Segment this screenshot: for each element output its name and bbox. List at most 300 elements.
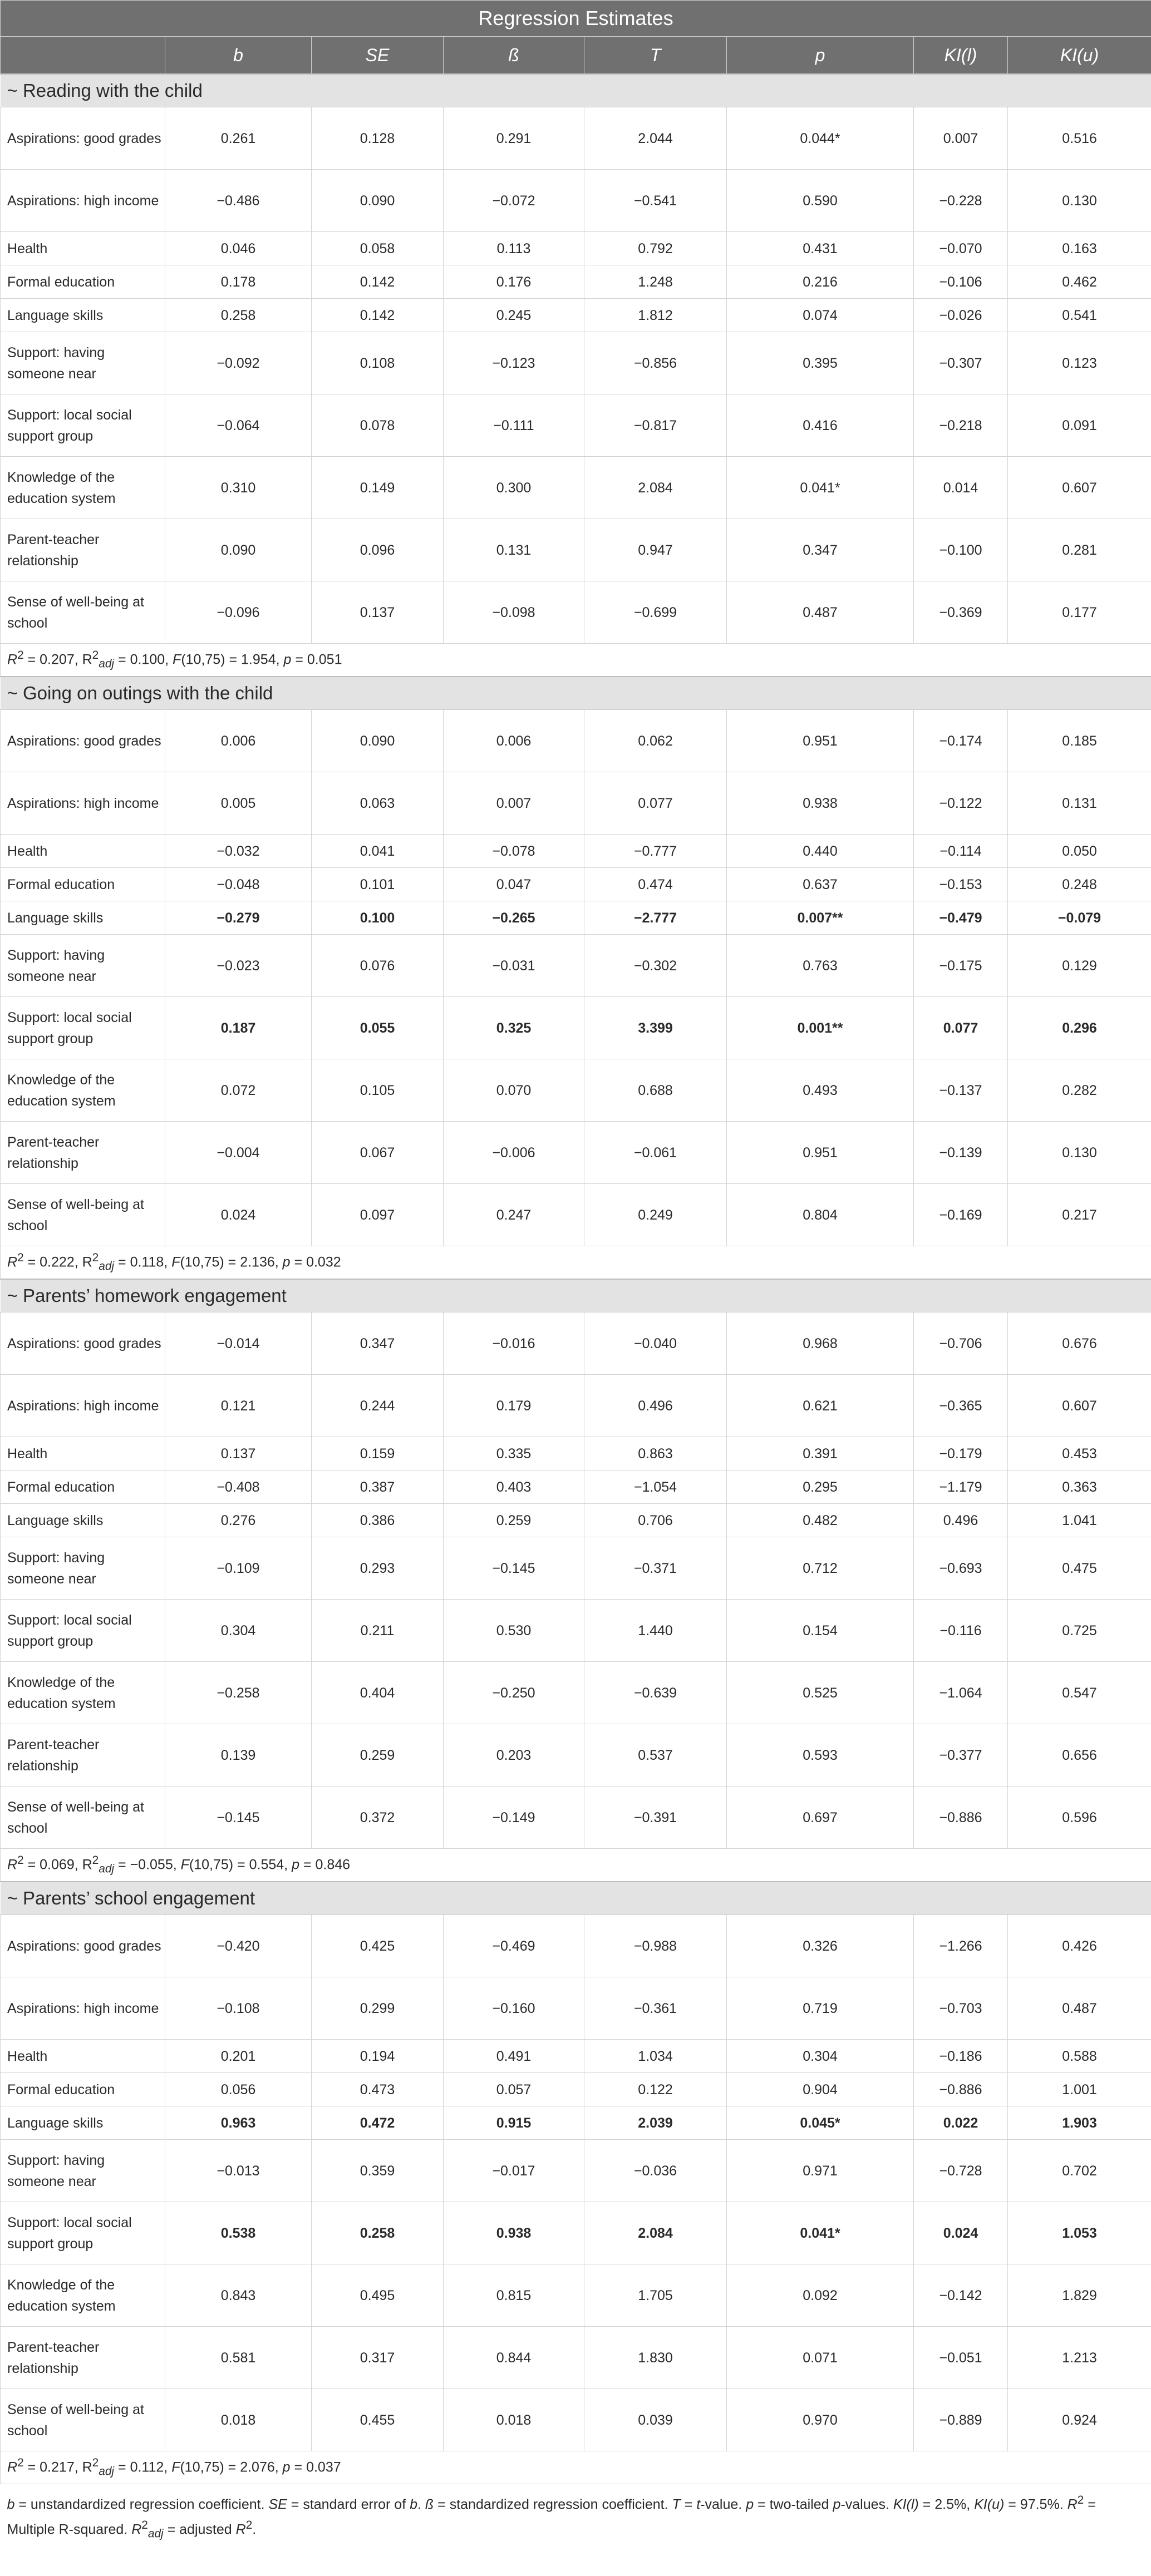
cell-b: −0.013	[165, 2140, 312, 2202]
cell-ki-lower: −0.139	[914, 1122, 1008, 1184]
cell-b: 0.006	[165, 710, 312, 772]
cell-se: 0.142	[312, 299, 444, 332]
cell-ki-lower: −0.186	[914, 2040, 1008, 2073]
table-row	[1, 170, 1151, 232]
cell-b: −0.023	[165, 935, 312, 997]
cell-b: −0.486	[165, 170, 312, 232]
row-label: Parent-teacher relationship	[1, 1724, 165, 1787]
cell-se: 0.090	[312, 170, 444, 232]
cell-beta: −0.098	[444, 581, 584, 644]
cell-p: 0.593	[727, 1724, 914, 1787]
table-title-row	[1, 1, 1151, 37]
cell-b: −0.064	[165, 394, 312, 457]
cell-beta: 0.335	[444, 1437, 584, 1470]
table-row	[1, 394, 1151, 457]
table-row	[1, 772, 1151, 835]
table-row	[1, 1787, 1151, 1849]
cell-ki-lower: −0.026	[914, 299, 1008, 332]
cell-b: −0.109	[165, 1537, 312, 1600]
table-body	[1, 74, 1151, 2484]
cell-ki-lower: −0.051	[914, 2327, 1008, 2389]
cell-p: 0.487	[727, 581, 914, 644]
cell-p: 0.763	[727, 935, 914, 997]
cell-se: 0.101	[312, 868, 444, 901]
cell-b: 0.005	[165, 772, 312, 835]
cell-beta: 0.245	[444, 299, 584, 332]
cell-ki-lower: −0.218	[914, 394, 1008, 457]
table-row	[1, 1470, 1151, 1504]
row-label: Health	[1, 232, 165, 265]
row-label: Aspirations: good grades	[1, 1312, 165, 1375]
cell-t: −0.541	[584, 170, 727, 232]
cell-beta: 0.179	[444, 1375, 584, 1437]
cell-p: 0.431	[727, 232, 914, 265]
cell-ki-upper: 1.041	[1008, 1504, 1151, 1537]
row-label: Health	[1, 1437, 165, 1470]
cell-p: 0.007**	[727, 901, 914, 935]
cell-se: 0.100	[312, 901, 444, 935]
cell-beta: 0.815	[444, 2264, 584, 2327]
cell-beta: 0.291	[444, 107, 584, 170]
cell-ki-upper: 0.091	[1008, 394, 1151, 457]
table-row	[1, 581, 1151, 644]
cell-ki-lower: −0.153	[914, 868, 1008, 901]
cell-ki-lower: −0.174	[914, 710, 1008, 772]
cell-p: 0.295	[727, 1470, 914, 1504]
cell-p: 0.804	[727, 1184, 914, 1246]
table-title: Regression Estimates	[1, 1, 1151, 37]
column-header-b: b	[165, 37, 312, 75]
table-row	[1, 1600, 1151, 1662]
cell-t: 1.812	[584, 299, 727, 332]
model-fit-row	[1, 1246, 1151, 1280]
column-header-blank	[1, 37, 165, 75]
cell-ki-upper: 1.001	[1008, 2073, 1151, 2106]
cell-ki-upper: 0.588	[1008, 2040, 1151, 2073]
cell-ki-upper: 0.462	[1008, 265, 1151, 299]
cell-b: 0.310	[165, 457, 312, 519]
table-row	[1, 710, 1151, 772]
model-fit-row	[1, 644, 1151, 677]
row-label: Support: local social support group	[1, 1600, 165, 1662]
cell-t: −1.054	[584, 1470, 727, 1504]
row-label: Knowledge of the education system	[1, 1662, 165, 1724]
cell-se: 0.211	[312, 1600, 444, 1662]
row-label: Knowledge of the education system	[1, 2264, 165, 2327]
row-label: Parent-teacher relationship	[1, 2327, 165, 2389]
cell-beta: −0.265	[444, 901, 584, 935]
cell-beta: −0.149	[444, 1787, 584, 1849]
cell-t: −0.817	[584, 394, 727, 457]
cell-b: 0.258	[165, 299, 312, 332]
row-label: Aspirations: high income	[1, 1977, 165, 2040]
cell-ki-lower: −0.728	[914, 2140, 1008, 2202]
cell-b: −0.004	[165, 1122, 312, 1184]
cell-ki-upper: 0.541	[1008, 299, 1151, 332]
cell-beta: 0.259	[444, 1504, 584, 1537]
footnote-row	[1, 2484, 1151, 2550]
cell-ki-lower: −0.114	[914, 835, 1008, 868]
cell-se: 0.472	[312, 2106, 444, 2140]
cell-se: 0.159	[312, 1437, 444, 1470]
row-label: Sense of well-being at school	[1, 1184, 165, 1246]
cell-t: 0.537	[584, 1724, 727, 1787]
column-header-row	[1, 37, 1151, 75]
cell-se: 0.055	[312, 997, 444, 1059]
row-label: Support: having someone near	[1, 935, 165, 997]
cell-p: 0.697	[727, 1787, 914, 1849]
cell-t: −0.856	[584, 332, 727, 394]
table-row	[1, 1915, 1151, 1977]
cell-se: 0.097	[312, 1184, 444, 1246]
cell-b: 0.963	[165, 2106, 312, 2140]
cell-beta: 0.047	[444, 868, 584, 901]
cell-ki-upper: 0.453	[1008, 1437, 1151, 1470]
cell-se: 0.293	[312, 1537, 444, 1600]
cell-b: 0.276	[165, 1504, 312, 1537]
cell-se: 0.041	[312, 835, 444, 868]
cell-ki-lower: 0.007	[914, 107, 1008, 170]
cell-p: 0.719	[727, 1977, 914, 2040]
cell-ki-lower: −0.307	[914, 332, 1008, 394]
row-label: Language skills	[1, 2106, 165, 2140]
cell-p: 0.525	[727, 1662, 914, 1724]
cell-ki-upper: 0.177	[1008, 581, 1151, 644]
table-row	[1, 1437, 1151, 1470]
table-footnote: b = unstandardized regression coefficient. SE = standard error of b. ß = standardized regression coefficient. T = t-value. p = two-tailed p-values. KI(l) = 2.5%, KI(u) = 97.5%. $R^2$ = Multiple R-squared. $R^2_{adj}$ = adjusted $R^2$.	[1, 2484, 1151, 2550]
cell-ki-lower: −0.179	[914, 1437, 1008, 1470]
cell-beta: −0.078	[444, 835, 584, 868]
cell-b: −0.420	[165, 1915, 312, 1977]
cell-beta: −0.017	[444, 2140, 584, 2202]
cell-se: 0.149	[312, 457, 444, 519]
cell-beta: −0.145	[444, 1537, 584, 1600]
section-header-row	[1, 1279, 1151, 1312]
column-header-ki-upper: KI(u)	[1008, 37, 1151, 75]
cell-b: −0.096	[165, 581, 312, 644]
cell-t: 0.039	[584, 2389, 727, 2451]
cell-b: 0.121	[165, 1375, 312, 1437]
cell-t: 2.039	[584, 2106, 727, 2140]
row-label: Formal education	[1, 868, 165, 901]
cell-t: 1.705	[584, 2264, 727, 2327]
cell-b: 0.201	[165, 2040, 312, 2073]
table-row	[1, 1504, 1151, 1537]
cell-ki-upper: 0.475	[1008, 1537, 1151, 1600]
cell-ki-upper: 0.596	[1008, 1787, 1151, 1849]
cell-ki-upper: 0.656	[1008, 1724, 1151, 1787]
cell-ki-lower: −0.365	[914, 1375, 1008, 1437]
cell-se: 0.473	[312, 2073, 444, 2106]
cell-t: 0.496	[584, 1375, 727, 1437]
cell-beta: 0.938	[444, 2202, 584, 2264]
cell-t: −0.361	[584, 1977, 727, 2040]
cell-t: −2.777	[584, 901, 727, 935]
cell-p: 0.938	[727, 772, 914, 835]
cell-se: 0.194	[312, 2040, 444, 2073]
cell-beta: −0.160	[444, 1977, 584, 2040]
table-row	[1, 232, 1151, 265]
cell-ki-upper: 0.676	[1008, 1312, 1151, 1375]
cell-se: 0.067	[312, 1122, 444, 1184]
cell-ki-lower: −0.175	[914, 935, 1008, 997]
section-title: ~ Going on outings with the child	[1, 677, 1151, 710]
cell-beta: 0.247	[444, 1184, 584, 1246]
table-row	[1, 1977, 1151, 2040]
cell-b: 0.056	[165, 2073, 312, 2106]
cell-b: −0.279	[165, 901, 312, 935]
cell-se: 0.108	[312, 332, 444, 394]
cell-ki-upper: 0.924	[1008, 2389, 1151, 2451]
row-label: Support: having someone near	[1, 2140, 165, 2202]
row-label: Language skills	[1, 1504, 165, 1537]
cell-b: −0.408	[165, 1470, 312, 1504]
cell-se: 0.076	[312, 935, 444, 997]
row-label: Language skills	[1, 299, 165, 332]
table-row	[1, 1312, 1151, 1375]
cell-ki-upper: 0.296	[1008, 997, 1151, 1059]
cell-ki-upper: 1.829	[1008, 2264, 1151, 2327]
cell-b: −0.092	[165, 332, 312, 394]
cell-p: 0.044*	[727, 107, 914, 170]
table-row	[1, 1724, 1151, 1787]
table-row	[1, 1122, 1151, 1184]
cell-se: 0.404	[312, 1662, 444, 1724]
cell-beta: −0.111	[444, 394, 584, 457]
cell-ki-lower: −0.116	[914, 1600, 1008, 1662]
cell-ki-upper: 0.130	[1008, 1122, 1151, 1184]
cell-b: −0.258	[165, 1662, 312, 1724]
cell-beta: 0.203	[444, 1724, 584, 1787]
cell-b: 0.139	[165, 1724, 312, 1787]
cell-ki-upper: 0.702	[1008, 2140, 1151, 2202]
cell-ki-lower: −0.122	[914, 772, 1008, 835]
cell-ki-lower: −0.703	[914, 1977, 1008, 2040]
cell-t: 1.440	[584, 1600, 727, 1662]
row-label: Parent-teacher relationship	[1, 519, 165, 581]
cell-p: 0.637	[727, 868, 914, 901]
cell-p: 0.041*	[727, 457, 914, 519]
cell-se: 0.063	[312, 772, 444, 835]
cell-ki-lower: −0.479	[914, 901, 1008, 935]
cell-t: 0.249	[584, 1184, 727, 1246]
cell-se: 0.142	[312, 265, 444, 299]
table-row	[1, 2202, 1151, 2264]
cell-t: 1.034	[584, 2040, 727, 2073]
row-label: Sense of well-being at school	[1, 1787, 165, 1849]
cell-t: 0.792	[584, 232, 727, 265]
cell-beta: 0.530	[444, 1600, 584, 1662]
cell-ki-upper: 0.129	[1008, 935, 1151, 997]
cell-beta: −0.250	[444, 1662, 584, 1724]
cell-beta: 0.491	[444, 2040, 584, 2073]
cell-se: 0.425	[312, 1915, 444, 1977]
table-row	[1, 2040, 1151, 2073]
cell-p: 0.904	[727, 2073, 914, 2106]
table-row	[1, 2327, 1151, 2389]
table-row	[1, 2140, 1151, 2202]
column-header-beta: ß	[444, 37, 584, 75]
cell-ki-lower: −0.886	[914, 2073, 1008, 2106]
cell-ki-upper: 0.516	[1008, 107, 1151, 170]
cell-p: 0.045*	[727, 2106, 914, 2140]
cell-beta: −0.123	[444, 332, 584, 394]
cell-t: 1.830	[584, 2327, 727, 2389]
cell-p: 0.391	[727, 1437, 914, 1470]
cell-ki-lower: −0.169	[914, 1184, 1008, 1246]
cell-t: 0.062	[584, 710, 727, 772]
section-header-row	[1, 74, 1151, 107]
table-row	[1, 997, 1151, 1059]
cell-ki-upper: 0.426	[1008, 1915, 1151, 1977]
cell-p: 0.041*	[727, 2202, 914, 2264]
cell-p: 0.970	[727, 2389, 914, 2451]
cell-p: 0.590	[727, 170, 914, 232]
cell-t: 0.863	[584, 1437, 727, 1470]
cell-b: −0.048	[165, 868, 312, 901]
cell-p: 0.951	[727, 710, 914, 772]
cell-se: 0.359	[312, 2140, 444, 2202]
section-title: ~ Parents’ school engagement	[1, 1882, 1151, 1915]
cell-b: −0.108	[165, 1977, 312, 2040]
cell-ki-upper: 0.050	[1008, 835, 1151, 868]
cell-ki-lower: −1.266	[914, 1915, 1008, 1977]
cell-se: 0.387	[312, 1470, 444, 1504]
cell-b: 0.261	[165, 107, 312, 170]
cell-ki-upper: 0.487	[1008, 1977, 1151, 2040]
cell-ki-lower: 0.496	[914, 1504, 1008, 1537]
row-label: Health	[1, 835, 165, 868]
table-row	[1, 1375, 1151, 1437]
cell-se: 0.455	[312, 2389, 444, 2451]
model-fit-stats: $R^2 = 0.069$, $R^2_{adj} = -0.055$, F(10,75) = 0.554, p = 0.846	[1, 1849, 1151, 1882]
cell-b: 0.187	[165, 997, 312, 1059]
cell-p: 0.154	[727, 1600, 914, 1662]
cell-t: 2.084	[584, 2202, 727, 2264]
row-label: Language skills	[1, 901, 165, 935]
cell-se: 0.096	[312, 519, 444, 581]
row-label: Parent-teacher relationship	[1, 1122, 165, 1184]
cell-ki-lower: 0.024	[914, 2202, 1008, 2264]
table-row	[1, 1059, 1151, 1122]
row-label: Sense of well-being at school	[1, 581, 165, 644]
cell-ki-lower: −0.070	[914, 232, 1008, 265]
cell-b: −0.014	[165, 1312, 312, 1375]
cell-b: 0.046	[165, 232, 312, 265]
cell-beta: 0.113	[444, 232, 584, 265]
cell-ki-upper: 0.607	[1008, 1375, 1151, 1437]
column-header-ki-lower: KI(l)	[914, 37, 1008, 75]
cell-ki-lower: −0.889	[914, 2389, 1008, 2451]
cell-ki-upper: 0.131	[1008, 772, 1151, 835]
cell-p: 0.001**	[727, 997, 914, 1059]
cell-se: 0.259	[312, 1724, 444, 1787]
cell-beta: 0.131	[444, 519, 584, 581]
cell-se: 0.105	[312, 1059, 444, 1122]
cell-se: 0.128	[312, 107, 444, 170]
cell-b: 0.843	[165, 2264, 312, 2327]
cell-p: 0.326	[727, 1915, 914, 1977]
cell-t: 0.077	[584, 772, 727, 835]
cell-beta: −0.016	[444, 1312, 584, 1375]
row-label: Support: local social support group	[1, 997, 165, 1059]
cell-ki-lower: 0.022	[914, 2106, 1008, 2140]
cell-ki-lower: −0.886	[914, 1787, 1008, 1849]
section-title: ~ Parents’ homework engagement	[1, 1279, 1151, 1312]
table-row	[1, 299, 1151, 332]
cell-ki-lower: −1.179	[914, 1470, 1008, 1504]
cell-t: −0.988	[584, 1915, 727, 1977]
cell-beta: 0.844	[444, 2327, 584, 2389]
column-header-se: SE	[312, 37, 444, 75]
cell-b: 0.024	[165, 1184, 312, 1246]
row-label: Aspirations: high income	[1, 1375, 165, 1437]
cell-se: 0.347	[312, 1312, 444, 1375]
cell-p: 0.493	[727, 1059, 914, 1122]
cell-t: 2.084	[584, 457, 727, 519]
cell-ki-lower: −0.106	[914, 265, 1008, 299]
cell-t: −0.391	[584, 1787, 727, 1849]
cell-se: 0.137	[312, 581, 444, 644]
cell-se: 0.090	[312, 710, 444, 772]
cell-beta: −0.031	[444, 935, 584, 997]
cell-beta: 0.070	[444, 1059, 584, 1122]
cell-t: 2.044	[584, 107, 727, 170]
row-label: Formal education	[1, 265, 165, 299]
row-label: Knowledge of the education system	[1, 457, 165, 519]
table-row	[1, 107, 1151, 170]
cell-beta: −0.469	[444, 1915, 584, 1977]
cell-b: 0.304	[165, 1600, 312, 1662]
cell-ki-upper: 0.547	[1008, 1662, 1151, 1724]
cell-beta: 0.403	[444, 1470, 584, 1504]
cell-se: 0.386	[312, 1504, 444, 1537]
cell-b: 0.018	[165, 2389, 312, 2451]
cell-t: 1.248	[584, 265, 727, 299]
table-row	[1, 332, 1151, 394]
row-label: Aspirations: high income	[1, 170, 165, 232]
cell-t: −0.061	[584, 1122, 727, 1184]
cell-b: 0.538	[165, 2202, 312, 2264]
cell-t: −0.639	[584, 1662, 727, 1724]
model-fit-stats: $R^2 = 0.207$, $R^2_{adj} = 0.100$, F(10,75) = 1.954, p = 0.051	[1, 644, 1151, 677]
cell-b: −0.032	[165, 835, 312, 868]
cell-t: −0.777	[584, 835, 727, 868]
row-label: Aspirations: high income	[1, 772, 165, 835]
cell-p: 0.621	[727, 1375, 914, 1437]
cell-ki-lower: −0.142	[914, 2264, 1008, 2327]
table-row	[1, 2106, 1151, 2140]
cell-se: 0.244	[312, 1375, 444, 1437]
table-row	[1, 265, 1151, 299]
table-row	[1, 901, 1151, 935]
cell-ki-lower: −0.706	[914, 1312, 1008, 1375]
cell-t: 0.947	[584, 519, 727, 581]
cell-ki-lower: 0.077	[914, 997, 1008, 1059]
cell-t: 3.399	[584, 997, 727, 1059]
cell-se: 0.317	[312, 2327, 444, 2389]
row-label: Sense of well-being at school	[1, 2389, 165, 2451]
cell-p: 0.304	[727, 2040, 914, 2073]
table-row	[1, 868, 1151, 901]
cell-ki-upper: 0.248	[1008, 868, 1151, 901]
row-label: Support: having someone near	[1, 332, 165, 394]
column-header-t: T	[584, 37, 727, 75]
table-row	[1, 1184, 1151, 1246]
cell-ki-lower: −1.064	[914, 1662, 1008, 1724]
cell-ki-lower: 0.014	[914, 457, 1008, 519]
section-header-row	[1, 677, 1151, 710]
